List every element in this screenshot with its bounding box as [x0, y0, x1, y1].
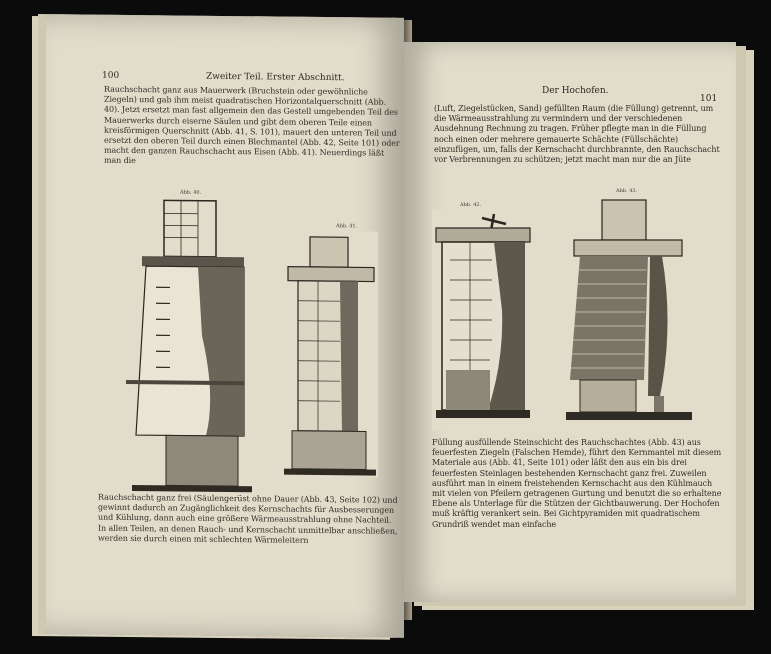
- right-page: [404, 42, 736, 602]
- right-page-number: 101: [700, 94, 718, 104]
- blast-furnace-figure-41: [282, 231, 378, 478]
- left-running-head: Zweiter Teil. Erster Abschnitt.: [206, 71, 345, 84]
- blast-furnace-figure-40: [126, 195, 276, 497]
- figure-label-abb-42: Abb. 42.: [460, 202, 482, 208]
- left-page: [46, 14, 404, 638]
- figure-label-abb-43: Abb. 43.: [616, 188, 638, 194]
- blast-furnace-figure-42: [432, 210, 534, 430]
- blast-furnace-figure-43: [564, 196, 694, 428]
- figure-label-abb-40: Abb. 40.: [180, 189, 202, 196]
- right-top-paragraph: (Luft, Ziegelstücken, Sand) gefüllten Raum (die Füllung) getrennt, um die Wärmeausstrahlung zu vermindern und der verschiedenen Ausdehnung Rechnung zu tragen. Früher pflegte man in die Füllung noch einen oder mehrere gemauerte Schächte (Füllschächte) einzufügen, um, falls der Kernschacht durchbrannte, den Rauchschacht vor Verbrennungen zu schützen; jetzt macht man nur die an Jüte: [434, 104, 720, 165]
- left-bottom-paragraph: Rauchschacht ganz frei (Säulengerüst ohne Dauer (Abb. 43, Seite 102) und gewinnt dadurch an Zugänglichkeit des Kernschachts für Ausbesserungen und Kühlung, dann auch eine größere Wärmeausstrahlung ohne Nachteil. In allen Teilen, an denen Rauch- und Kernschacht unmittelbar anschließen, werden sie durch einen mit schlechten Wärmeleitern: [98, 492, 398, 545]
- figure-label-abb-41: Abb. 41.: [336, 223, 358, 230]
- right-running-head: Der Hochofen.: [542, 86, 609, 96]
- left-top-paragraph: Rauchschacht ganz aus Mauerwerk (Bruchstein oder gewöhnliche Ziegeln) und gab ihm meist quadratischen Horizontalquerschnitt (Abb. 40). Jetzt ersetzt man fast allgemein den das Gestell umgebenden Teil des Mauerwerks durch eiserne Säulen und gibt dem oberen Teile einen kreisförmigen Querschnitt (Abb. 41, S. 101), mauert den unteren Teil und ersetzt den oberen Teil durch einen Blechmantel (Abb. 42, Seite 101) oder macht den ganzen Rauchschacht aus Eisen (Abb. 41). Neuerdings läßt man die: [104, 84, 400, 166]
- right-bottom-paragraph: Füllung ausfüllende Steinschicht des Rauchschachtes (Abb. 43) aus feuerfesten Ziegeln (Falschen Hemde), führt den Kernmantel mit diesem Materiale aus (Abb. 41, Seite 101) oder läßt den aus ein bis drei feuerfesten Steinlagen bestehenden Kernschacht ganz frei. Zuweilen ausführt man in einem freistehenden Kernschacht aus den Kühlmauch mit vielen von Pfeilern getragenen Gurtung und benutzt die so erhaltene Ebene als Unterlage für die Stützen der Gichtbauwerung. Der Hochofen muß kräftig verankert sein. Bei Gichtpyramiden mit quadratischem Grundriß wendet man einfache: [432, 438, 722, 529]
- left-page-number: 100: [102, 70, 120, 81]
